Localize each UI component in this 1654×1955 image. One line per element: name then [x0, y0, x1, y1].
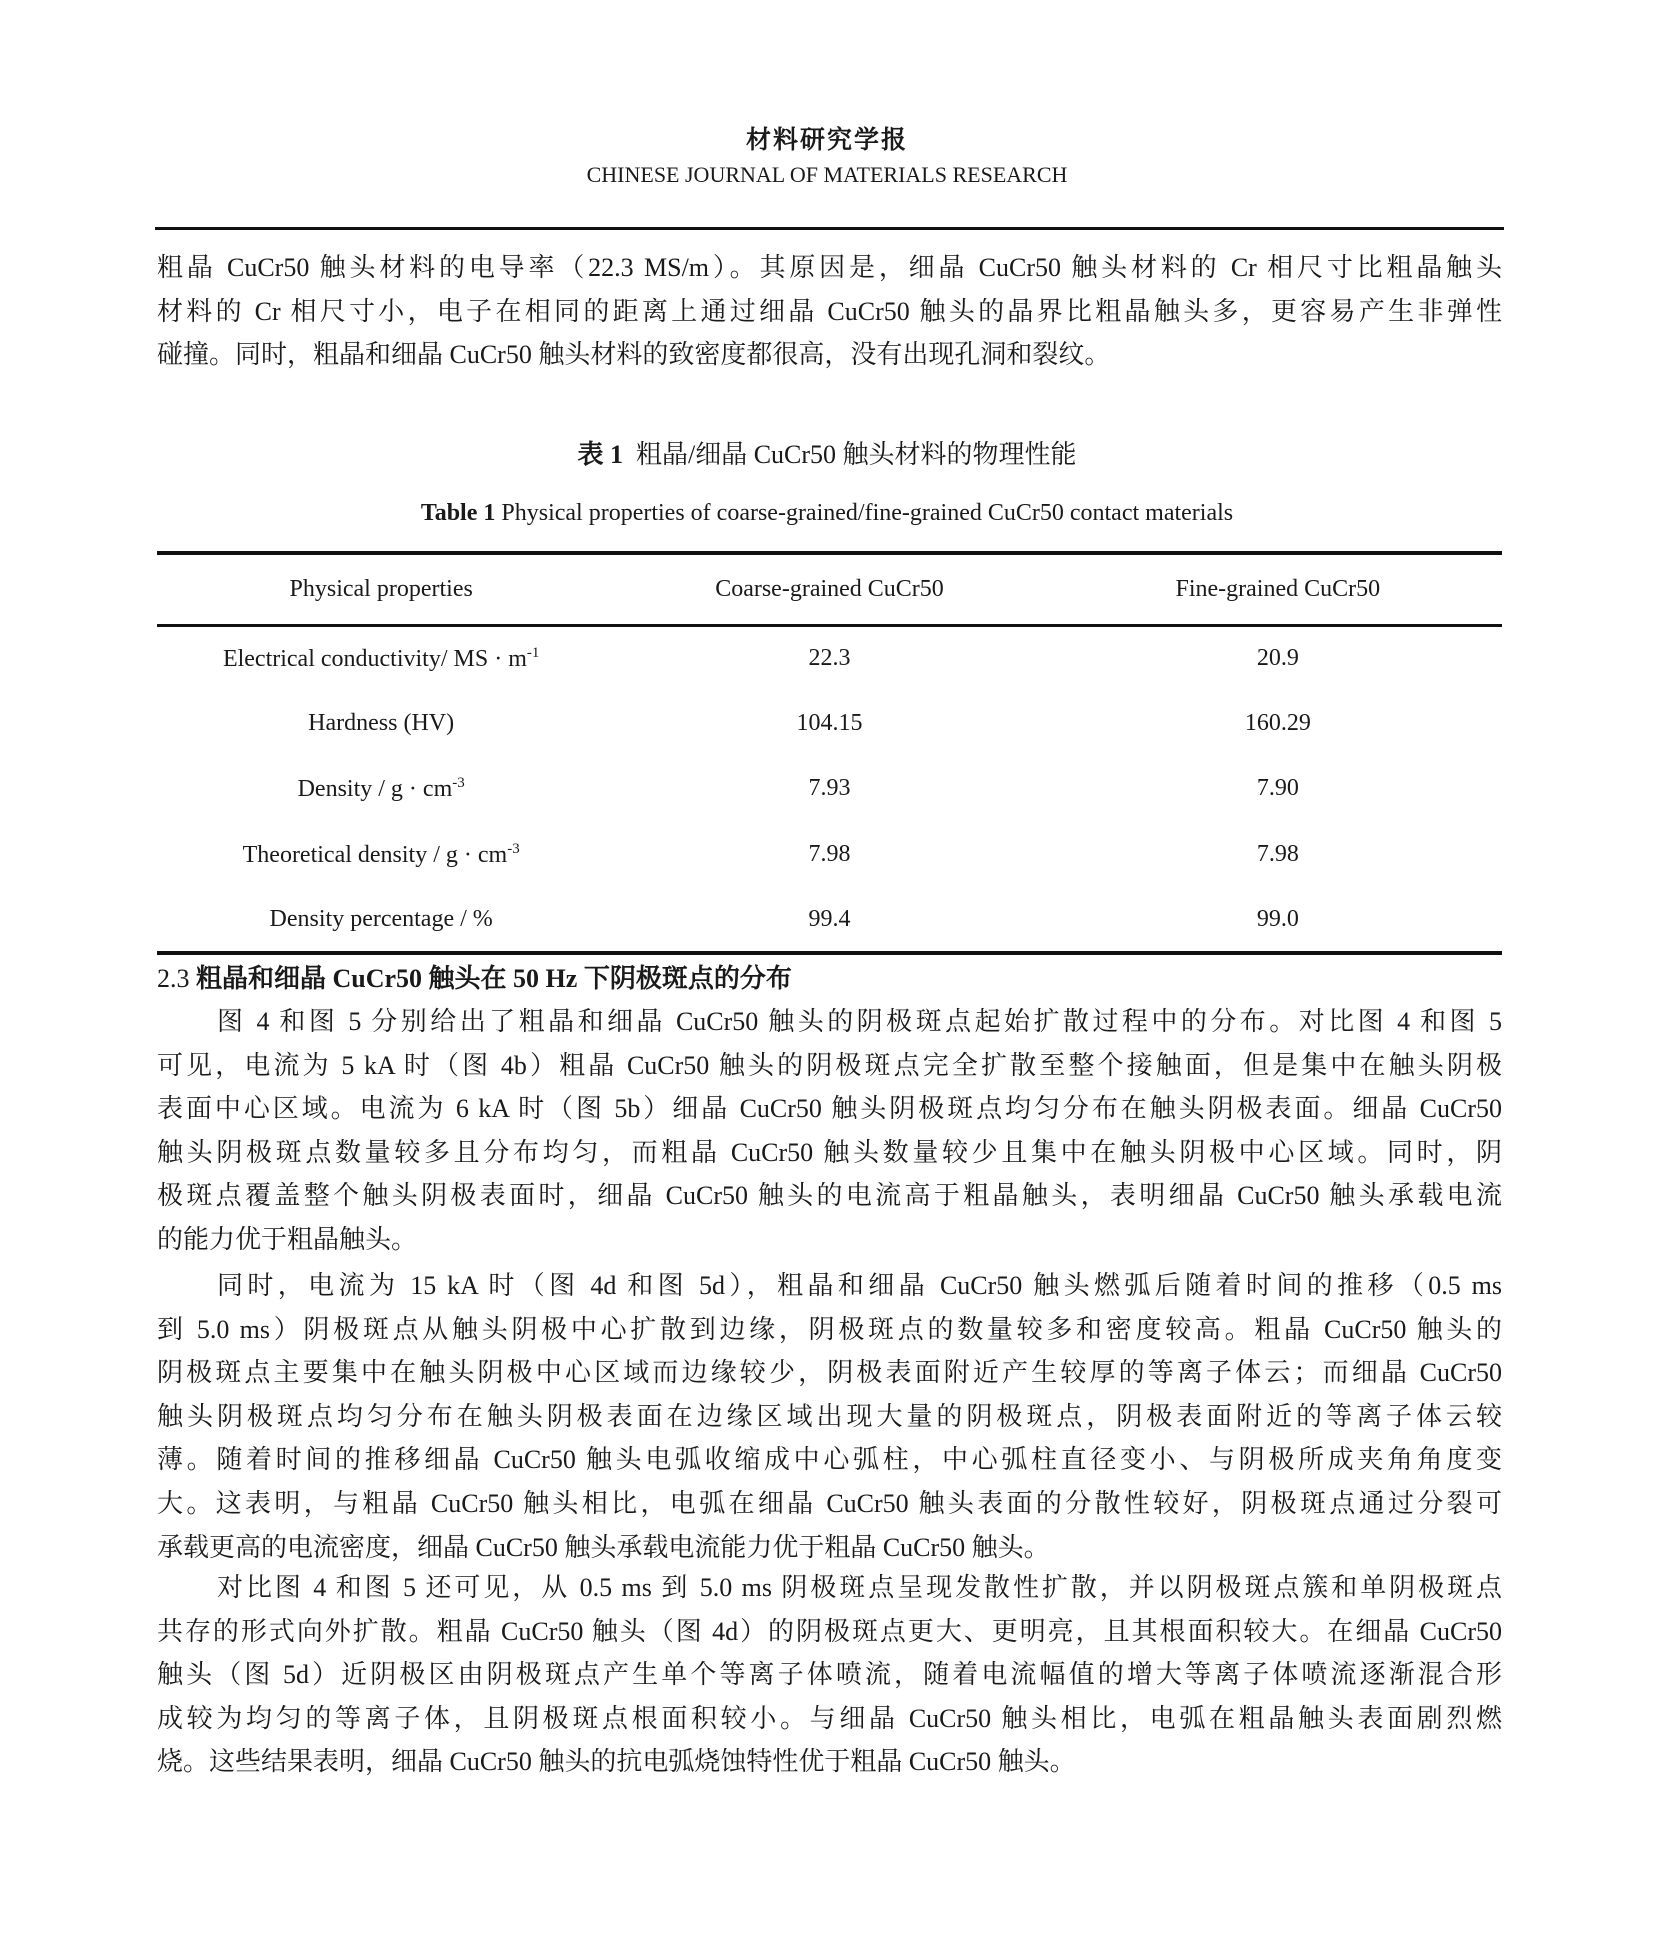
text-line: 共存的形式向外扩散。粗晶 CuCr50 触头（图 4d）的阴极斑点更大、更明亮，且其根面积较大。在细晶 CuCr50: [157, 1616, 1502, 1646]
property-name: Density percentage / %: [269, 906, 493, 933]
property-cell: [157, 625, 605, 691]
table-label-en: Table 1: [420, 500, 496, 526]
body-paragraph: [157, 1000, 1502, 1262]
unit-exponent: -3: [452, 774, 465, 791]
text-line: 薄。随着时间的推移细晶 CuCr50 触头电弧收缩成中心弧柱，中心弧柱直径变小、与阴极所成夹角角度变: [157, 1445, 1502, 1475]
text-line: 表面中心区域。电流为 6 kA 时（图 5b）细晶 CuCr50 触头阴极斑点均匀分布在触头阴极表面。细晶 CuCr50: [157, 1094, 1502, 1124]
property-cell: [157, 756, 605, 822]
fine-value-cell: 7.98: [1256, 841, 1299, 868]
journal-title-en: CHINESE JOURNAL OF MATERIALS RESEARCH: [586, 162, 1068, 187]
text-line: 阴极斑点主要集中在触头阴极中心区域而边缘较少，阴极表面附近产生较厚的等离子体云；而细晶 CuCr50: [157, 1358, 1502, 1388]
text-line: 到 5.0 ms）阴极斑点从触头阴极中心扩散到边缘，阴极斑点的数量较多和密度较高。粗晶 CuCr50 触头的: [157, 1314, 1502, 1344]
text-line: 对比图 4 和图 5 还可见，从 0.5 ms 到 5.0 ms 阴极斑点呈现发散性扩散，并以阴极斑点簇和单阴极斑点: [217, 1573, 1502, 1602]
section-title: 粗晶和细晶 CuCr50 触头在 50 Hz 下阴极斑点的分布: [196, 964, 792, 993]
table-row: [157, 756, 1502, 822]
fine-value-cell: 160.29: [1244, 709, 1311, 736]
intro-paragraph: [157, 246, 1502, 377]
text-line: 触头（图 5d）近阴极区由阴极斑点产生单个等离子体喷流，随着电流幅值的增大等离子体喷流逐渐混合形: [157, 1660, 1502, 1690]
coarse-value-cell: 22.3: [808, 645, 851, 672]
header-divider: [155, 227, 1504, 230]
text-line: 碰撞。同时，粗晶和细晶 CuCr50 触头材料的致密度都很高，没有出现孔洞和裂纹。: [157, 340, 1111, 370]
unit-exponent: -3: [507, 840, 520, 857]
property-cell: [157, 691, 605, 757]
coarse-value-cell: 104.15: [796, 709, 863, 736]
text-line: 成较为均匀的等离子体，且阴极斑点根面积较小。与细晶 CuCr50 触头相比，电弧在粗晶触头表面剧烈燃: [157, 1703, 1502, 1733]
property-name: Hardness (HV): [308, 710, 455, 737]
text-line: 粗晶 CuCr50 触头材料的电导率（22.3 MS/m）。其原因是，细晶 CuCr50 触头材料的 Cr 相尺寸比粗晶触头: [157, 253, 1502, 282]
table-caption-en-text: Physical properties of coarse-grained/fine-grained CuCr50 contact materials: [501, 500, 1234, 526]
text-line: 极斑点覆盖整个触头阴极表面时，细晶 CuCr50 触头的电流高于粗晶触头，表明细晶 CuCr50 触头承载电流: [157, 1181, 1502, 1211]
table-label-cn: 表 1: [577, 440, 623, 469]
text-line: 的能力优于粗晶触头。: [157, 1224, 418, 1254]
table-caption-en: [0, 500, 1654, 527]
table-row: [157, 822, 1502, 888]
property-name: Density / g · cm: [297, 775, 453, 802]
fine-value-cell: 20.9: [1256, 645, 1299, 672]
fine-value-cell: 99.0: [1256, 905, 1299, 932]
text-line: 触头阴极斑点均匀分布在触头阴极表面在边缘区域出现大量的阴极斑点，阴极表面附近的等离子体云较: [157, 1401, 1502, 1431]
property-name: Theoretical density / g · cm: [242, 841, 508, 868]
coarse-value-cell: 99.4: [808, 905, 851, 932]
unit-exponent: -1: [526, 644, 540, 661]
text-line: 烧。这些结果表明，细晶 CuCr50 触头的抗电弧烧蚀特性优于粗晶 CuCr50 触头。: [157, 1747, 1076, 1777]
text-line: 同时，电流为 15 kA 时（图 4d 和图 5d），粗晶和细晶 CuCr50 触头燃弧后随着时间的推移（0.5 ms: [217, 1271, 1502, 1300]
table-row: [157, 887, 1502, 953]
column-header: Physical properties: [289, 575, 473, 602]
table-header-row: [157, 553, 1502, 625]
text-line: 大。这表明，与粗晶 CuCr50 触头相比，电弧在细晶 CuCr50 触头表面的分散性较好，阴极斑点通过分裂可: [157, 1488, 1502, 1518]
table-caption-cn-text: 粗晶/细晶 CuCr50 触头材料的物理性能: [635, 440, 1077, 469]
text-line: 承载更高的电流密度，细晶 CuCr50 触头承载电流能力优于粗晶 CuCr50 触头。: [157, 1532, 1050, 1562]
property-name: Electrical conductivity/ MS · m: [222, 645, 527, 672]
table-row: [157, 625, 1502, 691]
body-paragraph: [157, 1264, 1502, 1569]
column-header: Coarse-grained CuCr50: [715, 575, 944, 602]
column-header: Fine-grained CuCr50: [1175, 575, 1381, 602]
text-line: 触头阴极斑点数量较多且分布均匀，而粗晶 CuCr50 触头数量较少且集中在触头阴极中心区域。同时，阴: [157, 1137, 1502, 1167]
coarse-value-cell: 7.93: [808, 775, 851, 802]
table-caption-cn: [0, 434, 1654, 471]
property-cell: [157, 822, 605, 888]
fine-value-cell: 7.90: [1256, 775, 1299, 802]
table-row: [157, 691, 1502, 757]
text-line: 材料的 Cr 相尺寸小，电子在相同的距离上通过细晶 CuCr50 触头的晶界比粗晶触头多，更容易产生非弹性: [157, 296, 1502, 326]
text-line: 图 4 和图 5 分别给出了粗晶和细晶 CuCr50 触头的阴极斑点起始扩散过程中的分布。对比图 4 和图 5: [217, 1007, 1502, 1036]
coarse-value-cell: 7.98: [808, 841, 851, 868]
section-heading: [157, 958, 792, 995]
property-cell: [157, 887, 605, 953]
properties-table: [157, 551, 1502, 955]
journal-title-cn: 材料研究学报: [745, 127, 908, 154]
text-line: 可见，电流为 5 kA 时（图 4b）粗晶 CuCr50 触头的阴极斑点完全扩散至整个接触面，但是集中在触头阴极: [157, 1050, 1502, 1080]
section-number: 2.3: [157, 964, 190, 993]
body-paragraph: [157, 1566, 1502, 1784]
